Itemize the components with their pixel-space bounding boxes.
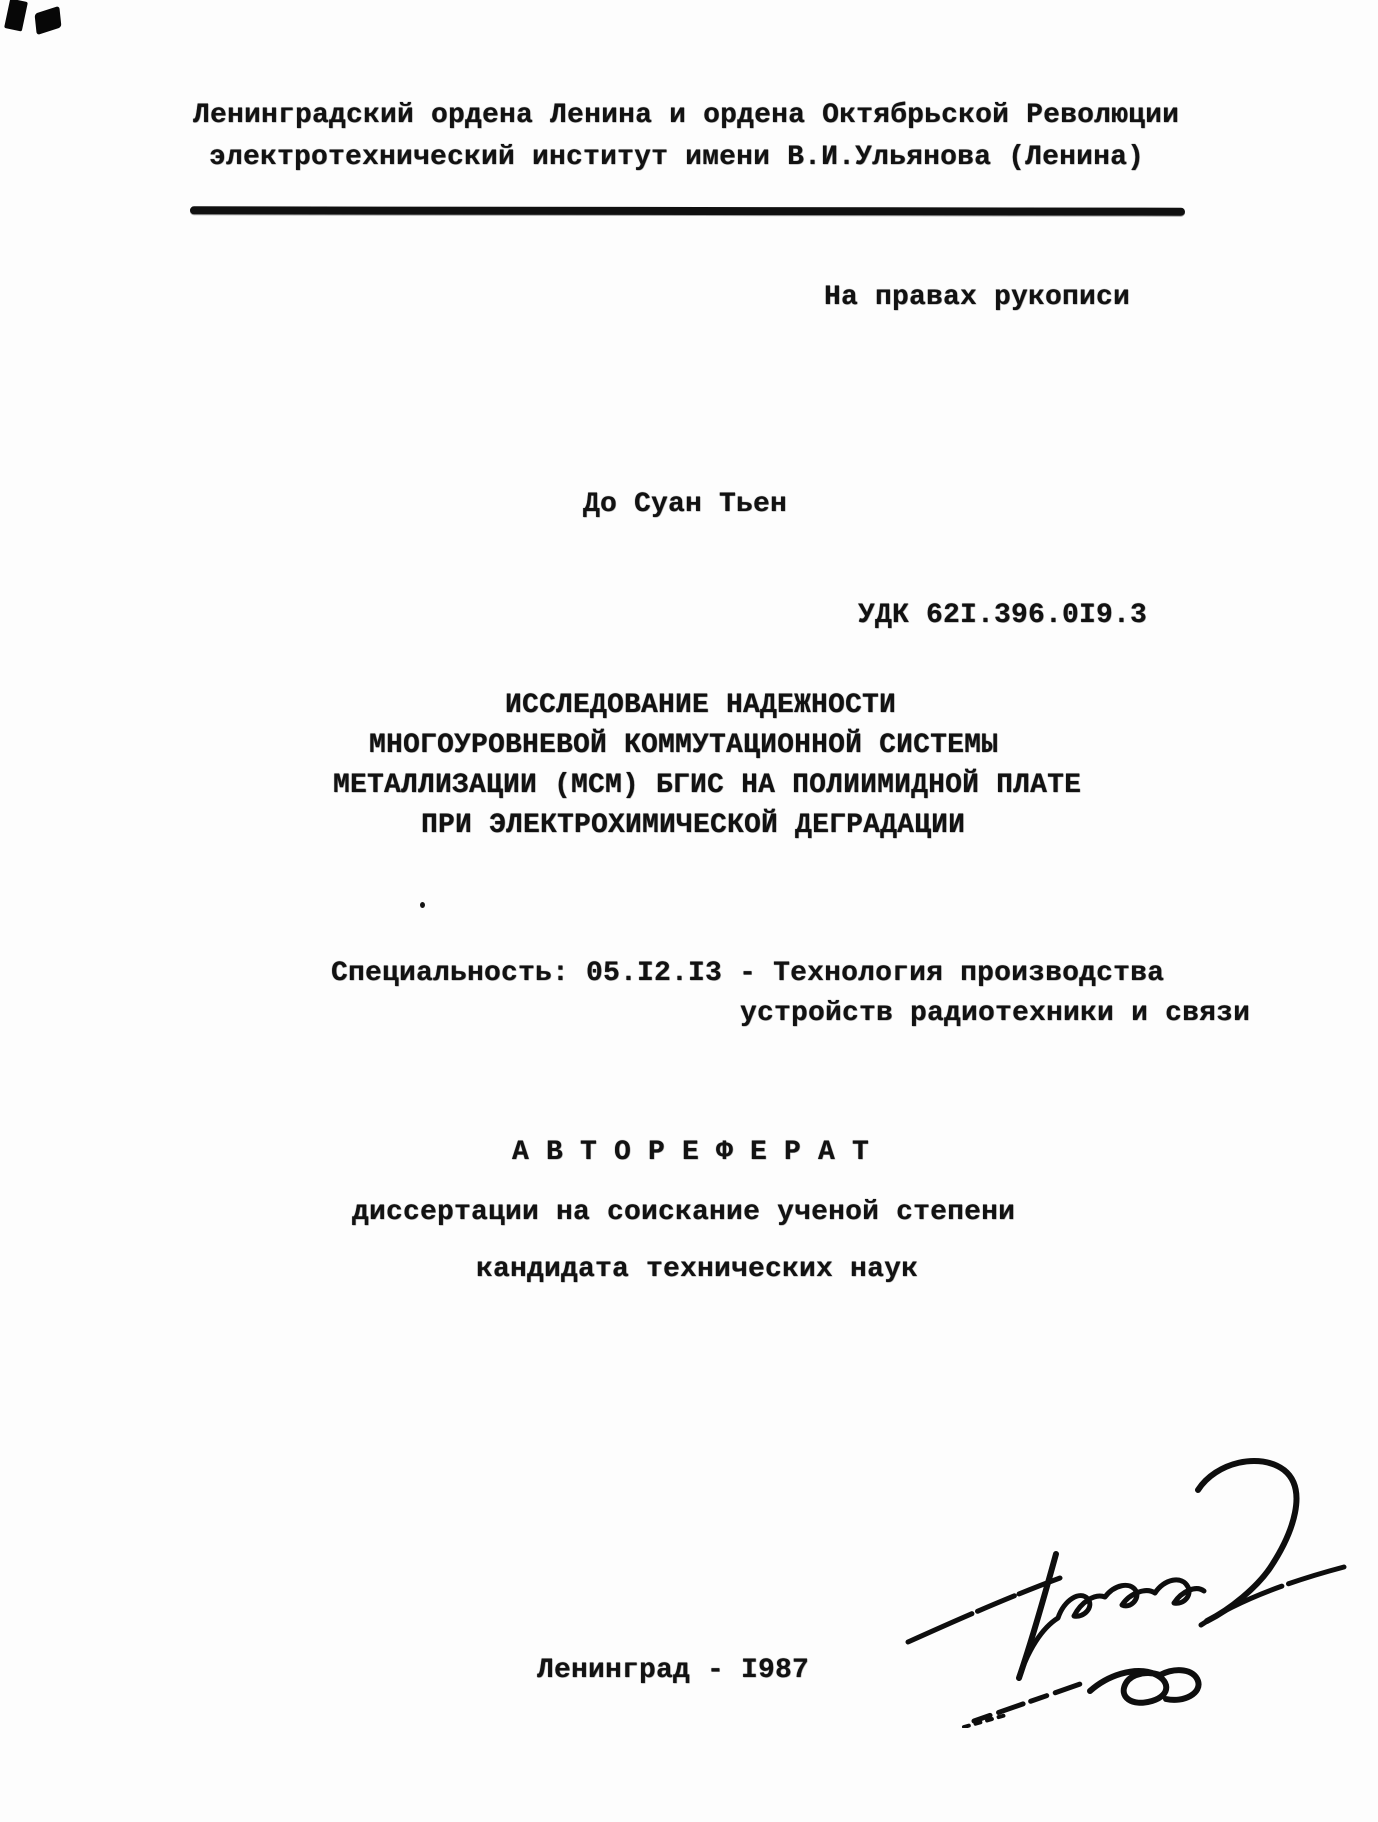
institute-name-line2: электротехнический институт имени В.И.Ульянова (Ленина) [209, 142, 1145, 173]
header-divider-rule [190, 206, 1185, 215]
abstract-line2: диссертации на соискание ученой степени [352, 1197, 1016, 1228]
title-line4: ПРИ ЭЛЕКТРОХИМИЧЕСКОЙ ДЕГРАДАЦИИ [421, 810, 966, 841]
handwritten-signature [878, 1428, 1358, 1728]
abstract-line3: кандидата технических наук [476, 1254, 919, 1285]
title-line2: МНОГОУРОВНЕВОЙ КОММУТАЦИОННОЙ СИСТЕМЫ [369, 730, 999, 761]
scan-artifact-mark [35, 6, 62, 35]
manuscript-note: На правах рукописи [824, 282, 1131, 313]
specialty-line2: устройств радиотехники и связи [740, 998, 1251, 1029]
udc-code: УДК 62I.396.0I9.3 [858, 600, 1148, 631]
title-line3: МЕТАЛЛИЗАЦИИ (МСМ) БГИС НА ПОЛИИМИДНОЙ ПЛАТЕ [333, 770, 1082, 801]
scan-artifact-mark [4, 0, 28, 32]
imprint-city-year: Ленинград - I987 [537, 1655, 810, 1686]
author-name: До Суан Тьен [583, 489, 788, 520]
abstract-heading: А В Т О Р Е Ф Е Р А Т [512, 1137, 870, 1168]
specialty-line1: Специальность: 05.I2.I3 - Технология производства [331, 958, 1165, 989]
title-line1: ИССЛЕДОВАНИЕ НАДЕЖНОСТИ [505, 690, 897, 721]
scan-speck [420, 902, 425, 908]
institute-name-line1: Ленинградский ордена Ленина и ордена Октябрьской Революции [193, 100, 1180, 131]
